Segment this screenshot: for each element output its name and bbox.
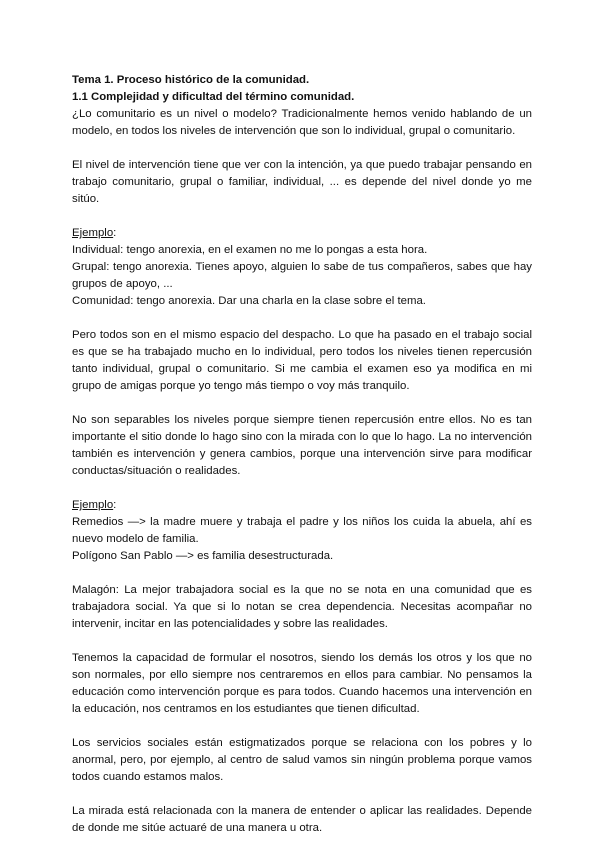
example-1-heading: Ejemplo: — [72, 227, 117, 239]
paragraph-2: El nivel de intervención tiene que ver con la intención, ya que puedo trabajar pensando en trabajo comunitario, grupal o familiar, individual, ... es depende del nivel donde yo me sitúo. — [72, 159, 532, 205]
paragraph-3: Pero todos son en el mismo espacio del despacho. Lo que ha pasado en el trabajo social es que se ha trabajado mucho en lo individual, pero todos los niveles tienen repercusión tanto individual, grupal o comunitario. Si me cambia el examen eso ya modifica en mi grupo de amigas porque yo tengo más tiempo o voy más tranquilo. — [72, 329, 532, 392]
section-heading: 1.1 Complejidad y dificultad del término comunidad. — [72, 91, 355, 103]
example-2-heading: Ejemplo: — [72, 499, 117, 511]
paragraph-5: Malagón: La mejor trabajadora social es la que no se nota en una comunidad que es trabajadora social. Ya que si lo notan se crea dependencia. Necesitas acompañar no intervenir, incitar en las potencialidades y sobre las realidades. — [72, 584, 532, 630]
example-2-line-poligono: Polígono San Pablo —> es familia desestructurada. — [72, 550, 334, 562]
paragraph-7: Los servicios sociales están estigmatizados porque se relaciona con los pobres y lo anormal, pero, por ejemplo, al centro de salud vamos sin ningún problema porque vamos todos cuando estamos malos. — [72, 737, 532, 783]
paragraph-6: Tenemos la capacidad de formular el nosotros, siendo los demás los otros y los que no son normales, por ello siempre nos centraremos en ellos para cambiar. No pensamos la educación como intervención porque es para todos. Cuando hacemos una intervención en la educación, nos centramos en los estudiantes que tienen dificultad. — [72, 652, 532, 715]
example-1-line-grupal: Grupal: tengo anorexia. Tienes apoyo, alguien lo sabe de tus compañeros, sabes que hay grupos de apoyo, ... — [72, 261, 532, 290]
paragraph-4: No son separables los niveles porque siempre tienen repercusión entre ellos. No es tan importante el sitio donde lo hago sino con la mirada con lo que lo hago. La no intervención también es intervención y genera cambios, porque una intervención sirve para modificar conductas/situación o realidades. — [72, 414, 532, 477]
document-title: Tema 1. Proceso histórico de la comunidad. — [72, 74, 310, 86]
paragraph-1: ¿Lo comunitario es un nivel o modelo? Tradicionalmente hemos venido hablando de un modelo, en todos los niveles de intervención que son lo individual, grupal o comunitario. — [72, 108, 532, 137]
example-1-line-comunidad: Comunidad: tengo anorexia. Dar una charla en la clase sobre el tema. — [72, 295, 426, 307]
paragraph-8: La mirada está relacionada con la manera de entender o aplicar las realidades. Depende de donde me sitúe actuaré de una manera u otra. — [72, 805, 532, 834]
document-page — [72, 72, 532, 837]
example-1-label: Ejemplo — [72, 227, 114, 239]
example-2-label: Ejemplo — [72, 499, 114, 511]
example-1-line-individual: Individual: tengo anorexia, en el examen no me lo pongas a esta hora. — [72, 244, 428, 256]
example-2-line-remedios: Remedios —> la madre muere y trabaja el padre y los niños los cuida la abuela, ahí es nuevo modelo de familia. — [72, 516, 532, 545]
